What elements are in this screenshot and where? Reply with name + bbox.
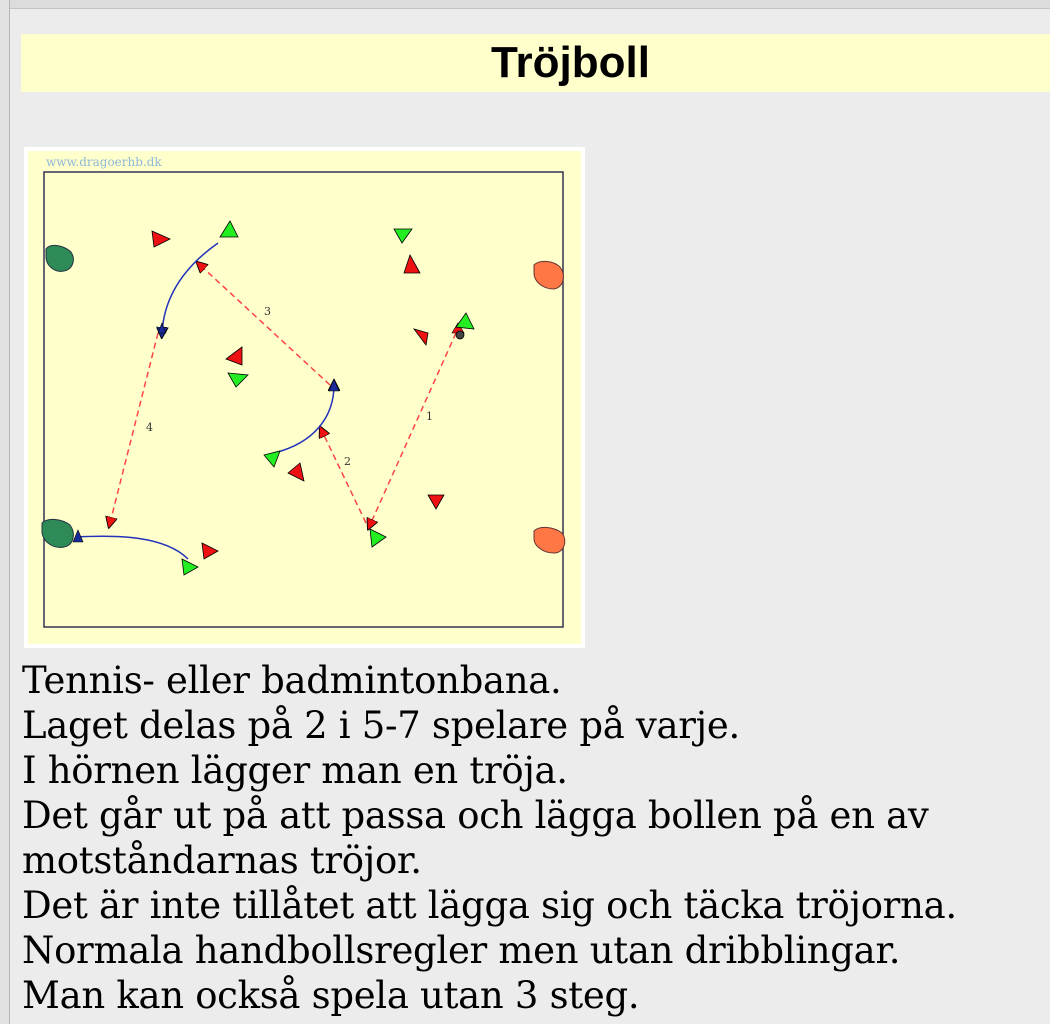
description-line: Det går ut på att passa och lägga bollen på en av xyxy=(22,794,929,837)
browser-top-edge xyxy=(0,0,1050,9)
description-line: Det är inte tillåtet att lägga sig och täcka tröjorna. xyxy=(22,884,957,927)
page-title: Tröjboll xyxy=(491,38,650,87)
description-line: Tennis- eller badmintonbana. xyxy=(22,659,562,702)
pass-label-4: 4 xyxy=(146,421,153,434)
description-line: Man kan också spela utan 3 steg. xyxy=(22,974,640,1017)
diagram-watermark: www.dragoerhb.dk xyxy=(46,155,162,169)
description-line: motståndarnas tröjor. xyxy=(22,839,422,882)
drill-description xyxy=(22,658,1042,1018)
pass-label-1: 1 xyxy=(426,410,433,423)
pass-label-3: 3 xyxy=(264,305,271,318)
description-line: Normala handbollsregler men utan dribblingar. xyxy=(22,929,901,972)
pass-label-2: 2 xyxy=(344,455,351,468)
court-background xyxy=(28,151,581,644)
drill-diagram-svg xyxy=(24,147,585,648)
description-line: Laget delas på 2 i 5-7 spelare på varje. xyxy=(22,704,740,747)
ball xyxy=(456,331,464,339)
browser-left-edge xyxy=(0,0,10,1024)
description-line: I hörnen lägger man en tröja. xyxy=(22,749,568,792)
title-banner xyxy=(21,34,1050,92)
drill-diagram xyxy=(24,147,585,648)
